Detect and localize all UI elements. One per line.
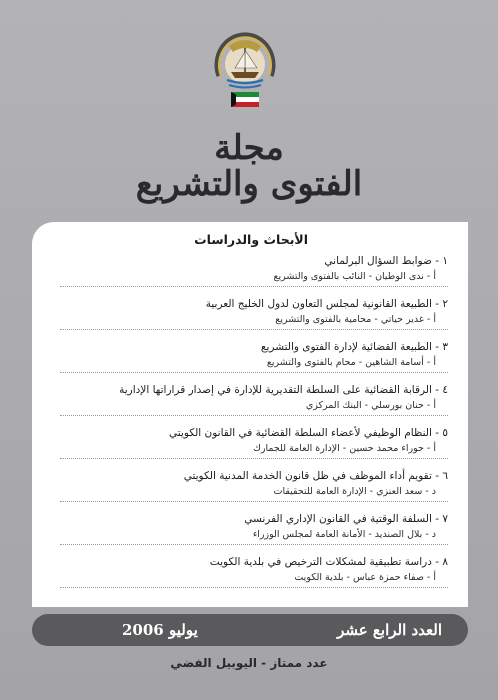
divider [60,458,448,459]
section-title: الأبحاث والدراسات [194,232,308,247]
article-title: ٨ - دراسة تطبيقية لمشكلات الترخيص في بلدية الكويت [209,556,448,568]
article-title: ٢ - الطبيعة القانونية لمجلس التعاون لدول الخليج العربية [205,298,448,310]
article-5 [54,426,448,459]
article-title: ٧ - السلفة الوقتية في القانون الإداري الفرنسي [244,513,448,525]
article-4 [54,383,448,416]
article-8 [54,555,448,588]
issue-bar [32,614,468,646]
issue-number: العدد الرابع عشر [337,621,442,639]
article-author: أ - غدير حياتي - محامية بالفتوى والتشريع [275,314,436,325]
contents-panel [32,222,468,607]
article-3 [54,340,448,373]
article-title: ١ - ضوابط السؤال البرلماني [324,255,448,267]
journal-title-line2: الفتوى والتشريع [135,164,363,204]
divider [60,587,448,588]
divider [60,286,448,287]
article-author: د - بلال الصنديد - الأمانة العامة لمجلس الوزراء [252,529,436,540]
article-7 [54,512,448,545]
article-author: أ - صفاء حمزة عباس - بلدية الكويت [294,572,436,583]
divider [60,501,448,502]
issue-date: يوليو 2006 [122,621,198,639]
kuwait-emblem-icon [205,22,285,114]
article-title: ٤ - الرقابة القضائية على السلطة التقديرية للإدارة في إصدار قراراتها الإدارية [119,384,448,396]
divider [60,415,448,416]
article-2 [54,297,448,330]
article-title: ٥ - النظام الوظيفي لأعضاء السلطة القضائية في القانون الكويتي [169,427,448,439]
article-1 [54,254,448,287]
divider [60,544,448,545]
special-edition-note: عدد ممتاز - اليوبيل الفضي [170,656,328,670]
article-author: أ - أسامة الشاهين - محام بالفتوى والتشريع [266,357,436,368]
article-author: أ - ندى الوطيان - النائب بالفتوى والتشريع [273,271,436,282]
divider [60,329,448,330]
divider [60,372,448,373]
article-author: د - سعد العنزي - الإدارة العامة للتحقيقات [273,486,436,497]
article-author: أ - حنان بورسلي - البنك المركزي [305,400,436,411]
article-author: أ - حوراء محمد حسين - الإدارة العامة للجمارك [253,443,436,454]
journal-title-line1: مجلة [214,128,284,168]
article-title: ٣ - الطبيعة القضائية لإدارة الفتوى والتشريع [260,341,448,353]
article-6 [54,469,448,502]
article-title: ٦ - تقويم أداء الموظف في ظل قانون الخدمة المدنية الكويتي [183,470,448,482]
